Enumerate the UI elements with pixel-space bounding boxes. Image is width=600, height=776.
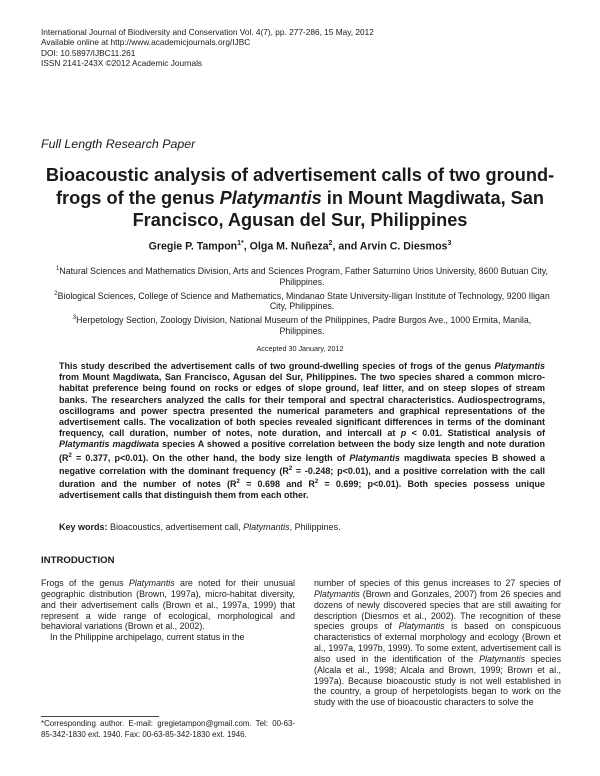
intro-paragraph-1: Frogs of the genus Platymantis are noted for their unusual geographic distribution (Brown, 1997a), micro-habitat diversity, and their advertisement calls (Brown et al., 1997a, 1999) that represent a wide range of ecological, morphological and behavioral variations (Brown et al., 2002). (41, 578, 295, 632)
author-2: , Olga M. Nuñeza (243, 240, 329, 253)
abstract: This study described the advertisement calls of two ground-dwelling species of frogs of the genus Platymantis from Mount Magdiwata, San Francisco, Agusan del Sur, Philippines. The two species shared a common micro-habitat preference being found on rocks or edges of slope ground, leaf litter, and on steep slopes of stream banks. The researchers analyzed the calls for their temporal and spectral characteristics. Audiospectrograms, oscillograms and power spectra presented the numerical parameters and graphical representations of the advertisement calls. The vocalization of both species revealed significant differences in terms of the dominant frequency, call duration, number of notes, note duration, and intercall at p < 0.01. Statistical analysis of Platymantis magdiwata species A showed a positive correlation between the body size length and note duration ($R^2 = 0.377$, p<0.01). On the other hand, the body size length of Platymantis magdiwata species B showed a negative correlation with the dominant frequency ($R^2 = -0.248$; p<0.01), and a positive correlation with the call duration and the number of notes ($R^2 = 0.698$ and $R^2 = 0.699$; p<0.01). Both species possess unique advertisement calls that distinguish them from each other. (59, 361, 546, 501)
affiliation-2: $^2$Biological Sciences, College of Science and Mathematics, Mindanao State University-Iligan Institute of Technology, 9200 Iligan City, Philippines. (54, 290, 550, 312)
title-part-2: in Mount Magdiwata, San Francisco, Agusan del Sur, Philippines (132, 187, 545, 231)
journal-header (41, 27, 374, 69)
affiliations (52, 264, 552, 338)
affiliation-1: $^1$Natural Sciences and Mathematics Division, Arts and Sciences Program, Father Saturnino Urios University, 8600 Butuan City, Philippines. (56, 265, 548, 287)
paper-title (30, 164, 570, 232)
title-part-1: Bioacoustic analysis of advertisement calls of two ground-frogs of the genus (45, 165, 555, 208)
author-1: Gregie P. Tampon (148, 240, 238, 253)
section-heading-introduction: INTRODUCTION (41, 555, 115, 566)
author-1-affil: 1* (237, 240, 244, 247)
author-3-affil: 3 (447, 240, 452, 247)
journal-issn: ISSN 2141-243X ©2012 Academic Journals (41, 58, 203, 69)
intro-paragraph-2: In the Philippine archipelago, current status in the (50, 632, 245, 643)
author-2-affil: 2 (328, 240, 333, 247)
title-genus: Platymantis (219, 187, 322, 208)
intro-paragraph-3: number of species of this genus increases to 27 species of Platymantis (Brown and Gonzales, 2007) from 26 species and dozens of newly discovered species that are still awaiting for description (Diesmos et al., 2002). The recognition of these species groups of Platymantis is based on conspicuous characteristics of external morphology and ecology (Brown et al., 1997a, 1997b, 1999). To some extent, advertisement call is also used in the identification of the Platymantis species (Alcala et al., 1998; Alcala and Brown, 1999; Brown et al., 1997a). Because bioacoustic study is not well established in the country, a group of herpetologists began to work on the study with the use of bioacoustic characters to solve the (314, 578, 562, 708)
right-column (314, 578, 561, 708)
journal-doi: DOI: 10.5897/IJBC11.261 (41, 47, 136, 58)
keywords: Key words: Bioacoustics, advertisement call, Platymantis, Philippines. (59, 522, 341, 532)
footnote-divider (41, 716, 159, 717)
corresponding-author-footnote: *Corresponding author. E-mail: gregietampon@gmail.com. Tel: 00-63-85-342-1830 ext. 1940. Fax: 00-63-85-342-1830 ext. 1946. (41, 719, 295, 739)
journal-url: Available online at http://www.academicjournals.org/IJBC (41, 37, 251, 48)
journal-citation: International Journal of Biodiversity and Conservation Vol. 4(7), pp. 277-286, 15 May, 2012 (41, 27, 374, 37)
keywords-label: Key words: (59, 522, 108, 532)
affiliation-3: $^3$Herpetology Section, Zoology Division, National Museum of the Philippines, Padre Burgos Ave., 1000 Ermita, Manila, Philippines. (72, 314, 532, 336)
author-list (0, 240, 600, 253)
author-3: , and Arvin C. Diesmos (332, 240, 448, 253)
left-column (41, 578, 295, 643)
paper-type: Full Length Research Paper (41, 137, 196, 151)
accepted-date: Accepted 30 January, 2012 (256, 344, 344, 353)
